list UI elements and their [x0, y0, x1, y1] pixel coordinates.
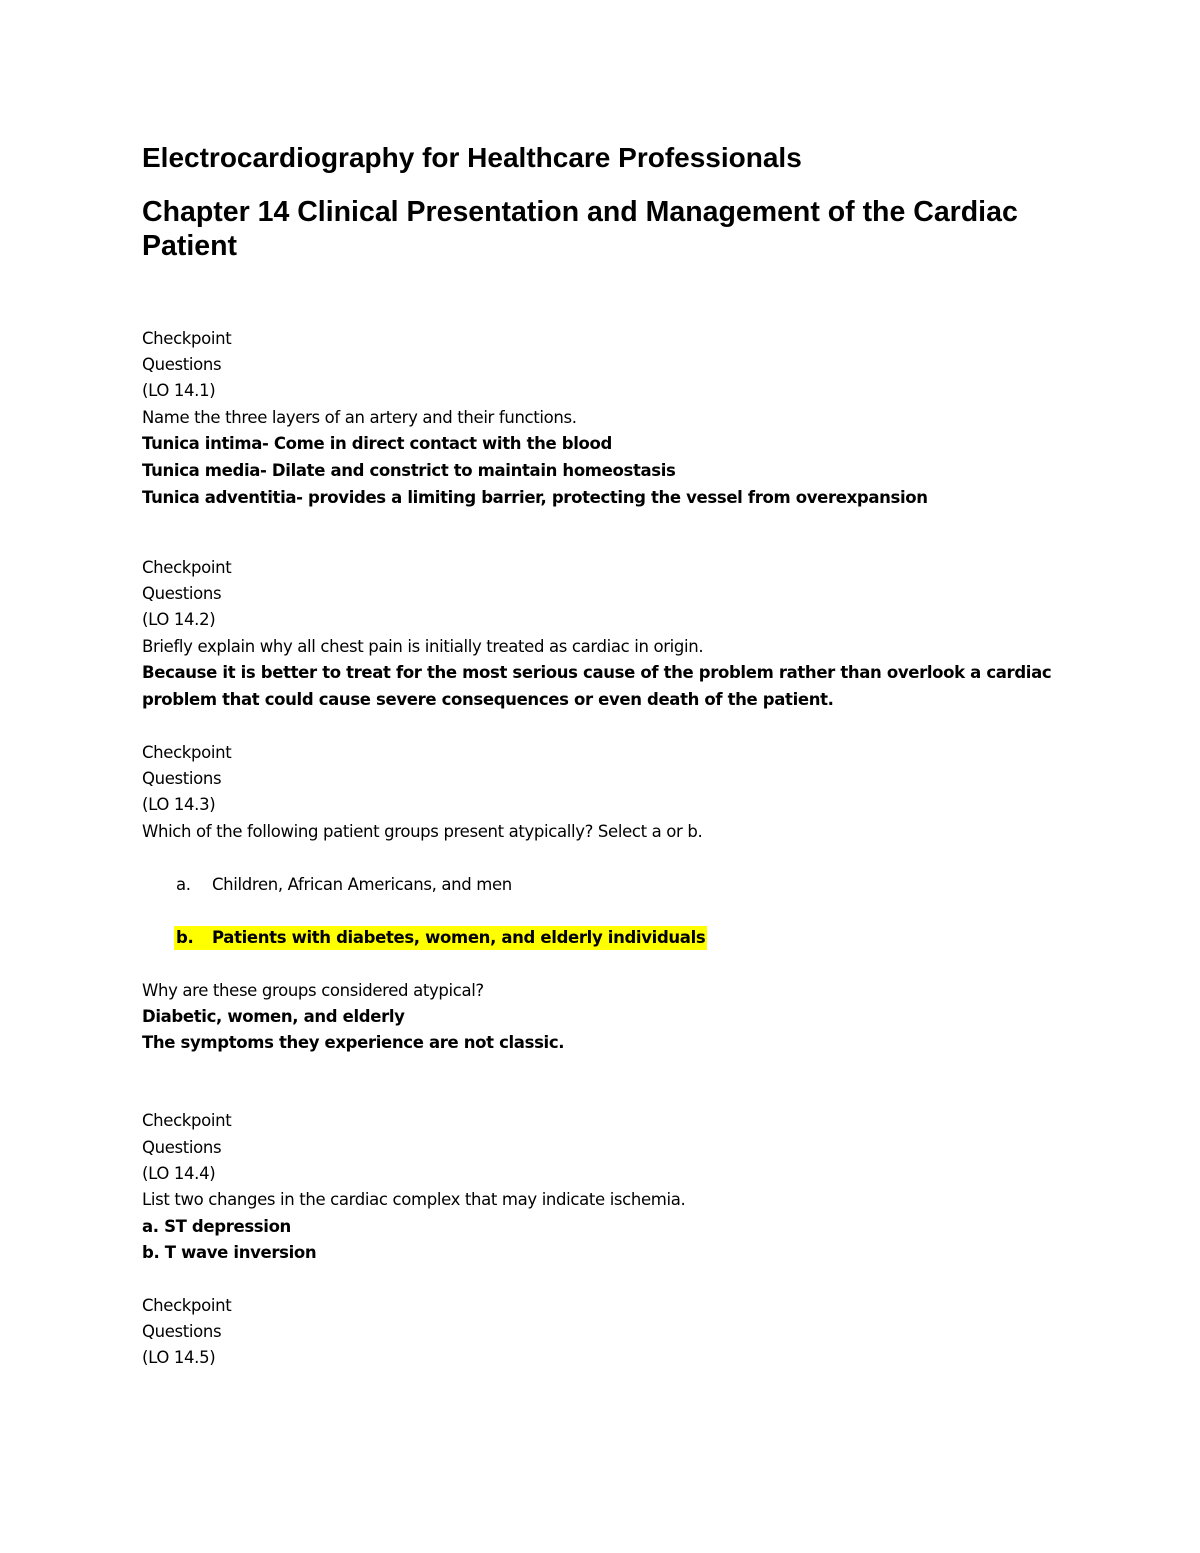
learning-objective: (LO 14.3) [142, 795, 216, 814]
questions-label: Questions [142, 769, 222, 788]
answer-line: The symptoms they experience are not classic. [142, 1033, 565, 1052]
answer-line: a. ST depression [142, 1217, 291, 1236]
highlighted-answer [174, 926, 707, 950]
option-b [176, 925, 707, 951]
answer-line: Diabetic, women, and elderly [142, 1007, 405, 1026]
chapter-title-line-1: Chapter 14 Clinical Presentation and Management of the Cardiac [142, 196, 1018, 228]
checkpoint-label: Checkpoint [142, 329, 232, 348]
learning-objective: (LO 14.4) [142, 1164, 216, 1183]
followup-question: Why are these groups considered atypical? [142, 981, 484, 1000]
questions-label: Questions [142, 584, 222, 603]
question-text: List two changes in the cardiac complex that may indicate ischemia. [142, 1190, 686, 1209]
option-label: a. [176, 875, 191, 894]
questions-label: Questions [142, 355, 222, 374]
question-text: Which of the following patient groups present atypically? Select a or b. [142, 822, 703, 841]
option-text: Patients with diabetes, women, and elderly individuals [212, 928, 706, 947]
answer-line: problem that could cause severe consequences or even death of the patient. [142, 690, 834, 709]
checkpoint-label: Checkpoint [142, 743, 232, 762]
chapter-title [142, 195, 1018, 263]
option-label: b. [176, 928, 194, 947]
answer-line: Tunica intima- Come in direct contact with the blood [142, 434, 612, 453]
checkpoint-label: Checkpoint [142, 1111, 232, 1130]
questions-label: Questions [142, 1322, 222, 1341]
answer-line: Tunica media- Dilate and constrict to maintain homeostasis [142, 461, 676, 480]
checkpoint-label: Checkpoint [142, 558, 232, 577]
learning-objective: (LO 14.5) [142, 1348, 216, 1367]
question-text: Name the three layers of an artery and their functions. [142, 408, 577, 427]
document-title: Electrocardiography for Healthcare Professionals [142, 142, 802, 173]
questions-label: Questions [142, 1138, 222, 1157]
answer-line: Tunica adventitia- provides a limiting barrier, protecting the vessel from overexpansion [142, 488, 928, 507]
option-a [176, 872, 512, 898]
learning-objective: (LO 14.2) [142, 610, 216, 629]
learning-objective: (LO 14.1) [142, 381, 216, 400]
checkpoint-label: Checkpoint [142, 1296, 232, 1315]
answer-line: b. T wave inversion [142, 1243, 317, 1262]
answer-line: Because it is better to treat for the most serious cause of the problem rather than overlook a cardiac [142, 663, 1052, 682]
option-text: Children, African Americans, and men [212, 875, 512, 894]
question-text: Briefly explain why all chest pain is initially treated as cardiac in origin. [142, 637, 704, 656]
chapter-title-line-2: Patient [142, 230, 238, 262]
